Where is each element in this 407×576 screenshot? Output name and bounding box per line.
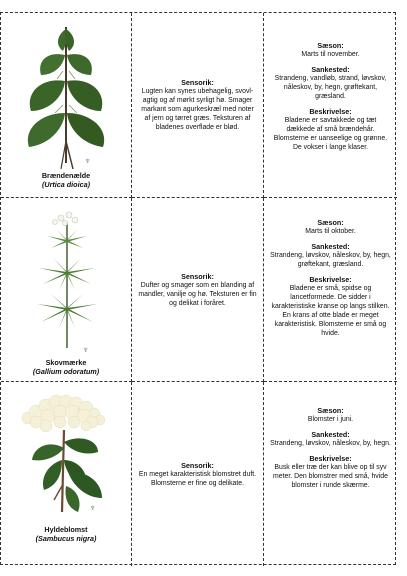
- season-heading: Sæson:: [317, 406, 344, 415]
- plant-latin-name: (Sambucus nigra): [35, 534, 97, 543]
- description-text: Bladene er små, spidse og lancetformede. De sidder i karakteristiske kranse op langs stilken. En krans af otte blade er meget karakteristisk. Blomsterne er små og hvide.: [271, 285, 390, 337]
- plant-name: Hyldeblomst: [44, 525, 88, 534]
- plant-name: Skovmærke: [45, 358, 87, 367]
- place-heading: Sankested:: [311, 430, 350, 439]
- plant-name: Brændenælde: [41, 171, 91, 180]
- info-cell-elderflower: [264, 382, 397, 566]
- place-heading: Sankested:: [311, 65, 350, 74]
- description-text: Busk eller træ der kan blive op til syv meter. Den blomstrer med små, hvide blomster i runde skærme.: [273, 464, 388, 489]
- place-heading: Sankested:: [311, 242, 350, 251]
- season-heading: Sæson:: [317, 218, 344, 227]
- plant-latin-name: (Gallium odoratum): [32, 367, 100, 376]
- season-heading: Sæson:: [317, 41, 344, 50]
- nettle-plant-illustration: [11, 21, 121, 171]
- sensorik-cell-woodruff: [132, 198, 264, 382]
- sensorik-text: Lugten kan synes ubehagelig, svovl-agtig og af mørkt syrligt hø. Smager markant som agurkeskræl med noter af jern og tørret græs. Teksturen af bladenes overflade er blød.: [141, 88, 254, 131]
- description-heading: Beskrivelse:: [309, 275, 352, 284]
- sensorik-text: Dufter og smager som en blanding af mandler, vanilje og hø. Teksturen er fin og delikat i foråret.: [138, 281, 257, 307]
- sensorik-heading: Sensorik:: [181, 78, 214, 87]
- card-grid: [0, 12, 396, 565]
- season-text: Marts til oktober.: [305, 228, 356, 235]
- svg-text:♆: ♆: [83, 347, 89, 354]
- description-heading: Beskrivelse:: [309, 454, 352, 463]
- place-text: Strandeng, vandløb, strand, løvskov, nåleskov, by, hegn, grøftekant, græsland.: [274, 75, 387, 100]
- sensorik-heading: Sensorik:: [181, 460, 214, 470]
- place-text: Strandeng, løvskov, nåleskov, by, hegn.: [270, 440, 391, 447]
- sensorik-heading: Sensorik:: [181, 271, 214, 281]
- plant-latin-name: (Urtica dioica): [42, 180, 90, 189]
- season-text: Marts til november.: [301, 51, 360, 58]
- season-text: Blomster i juni.: [307, 416, 354, 423]
- sensorik-text: En meget karakteristisk blomstret duft. Blomsterne er fine og delikate.: [138, 470, 257, 487]
- description-text: Bladene er savtakkede og tæt dækkede af små brændehår. Blomsterne er uanseelige og grønne. De vokser i lange klaser.: [273, 117, 388, 151]
- sensorik-cell-nettle: [132, 13, 264, 198]
- elderflower-plant-illustration: [6, 390, 126, 515]
- info-cell-woodruff: [264, 198, 397, 382]
- svg-text:♆: ♆: [90, 505, 96, 512]
- woodruff-plant-illustration: [11, 208, 121, 358]
- description-heading: Beskrivelse:: [309, 107, 352, 116]
- plant-image-cell-elderflower: [1, 382, 132, 566]
- place-text: Strandeng, løvskov, nåleskov, by, hegn, grøftekant, græsland.: [270, 252, 391, 268]
- svg-text:♆: ♆: [85, 158, 91, 165]
- sensorik-cell-elderflower: [132, 382, 264, 566]
- plant-image-cell-nettle: [1, 13, 132, 198]
- plant-image-cell-woodruff: [1, 198, 132, 382]
- info-cell-nettle: [264, 13, 397, 198]
